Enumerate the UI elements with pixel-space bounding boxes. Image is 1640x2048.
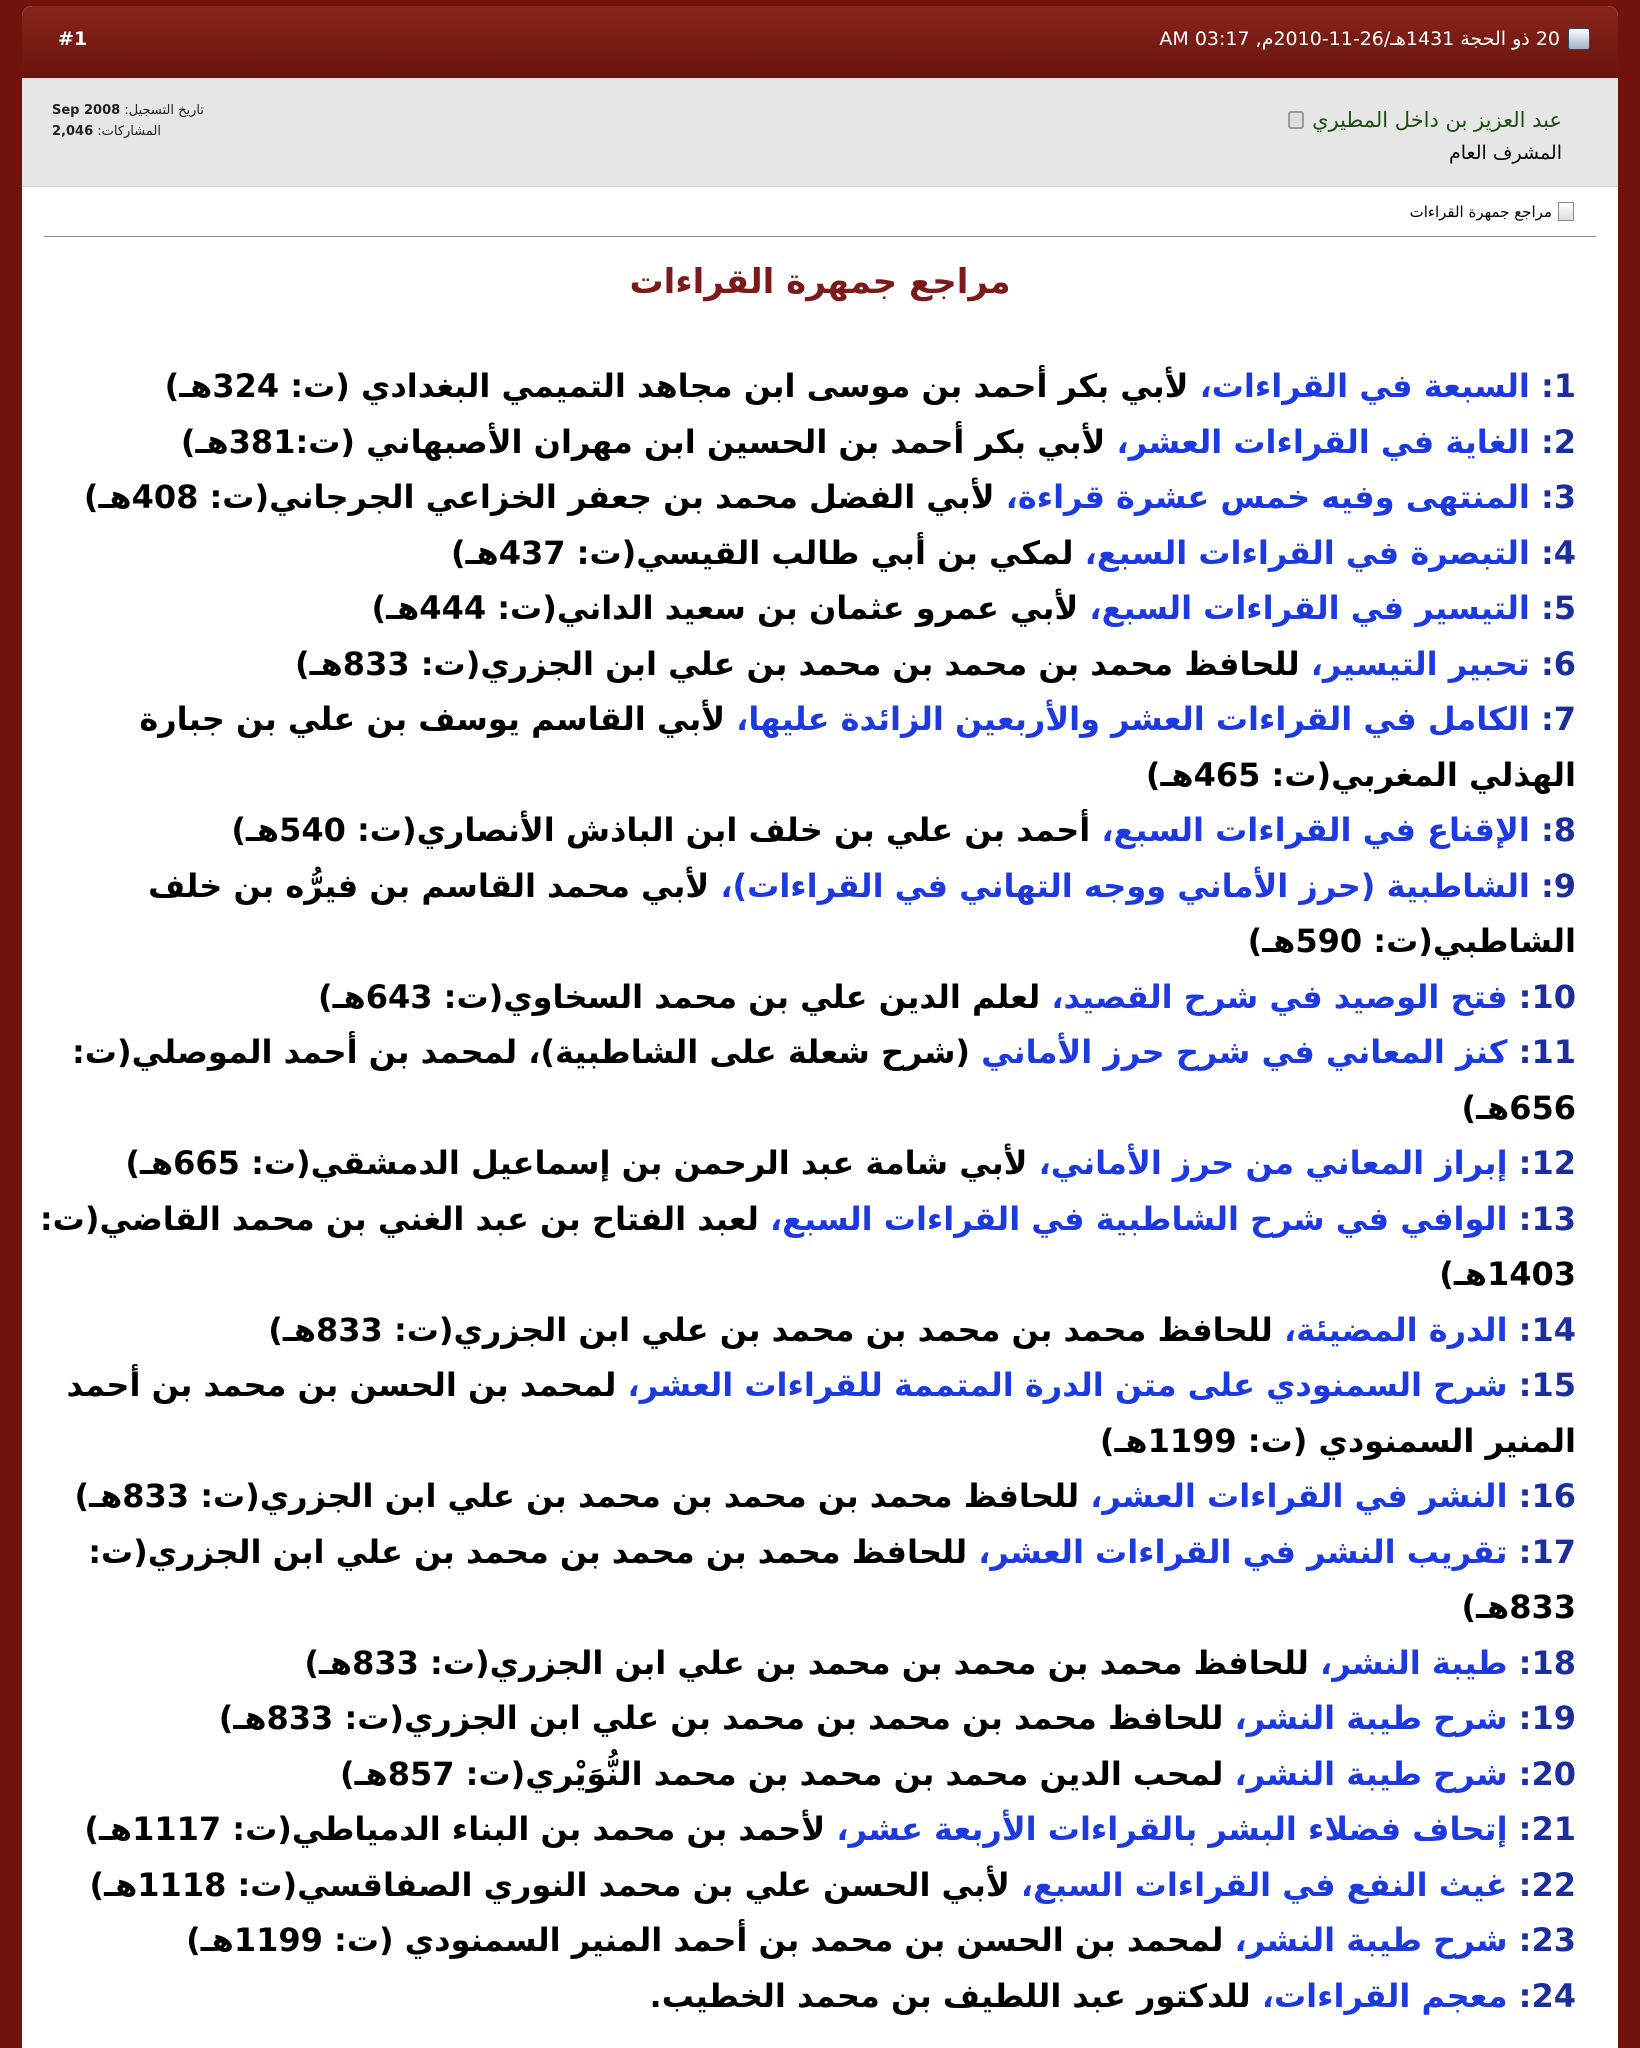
list-item: 11: كنز المعاني في شرح حرز الأماني (شرح شعلة على الشاطبية)، لمحمد بن أحمد الموصلي(ت: 656هـ) bbox=[71, 1033, 1576, 1127]
list-item: 15: شرح السمنودي على متن الدرة المتممة للقراءات العشر، لمحمد بن الحسن بن محمد بن أحمد المنير السمنودي (ت: 1199هـ) bbox=[66, 1366, 1576, 1460]
list-item: 7: الكامل في القراءات العشر والأربعين الزائدة عليها، لأبي القاسم يوسف بن علي بن جبارة الهذلي المغربي(ت: 465هـ) bbox=[139, 700, 1576, 794]
list-item: 20: شرح طيبة النشر، لمحب الدين محمد بن محمد بن محمد النُّوَيْري(ت: 857هـ) bbox=[339, 1754, 1576, 1793]
list-item: 5: التيسير في القراءات السبع، لأبي عمرو عثمان بن سعيد الداني(ت: 444هـ) bbox=[371, 589, 1576, 627]
book-link[interactable]: الدرة المضيئة، bbox=[1283, 1310, 1508, 1349]
user-title: المشرف العام bbox=[1448, 142, 1562, 164]
references-list bbox=[36, 359, 1576, 2024]
post-subject-text: مراجع جمهرة القراءات bbox=[1409, 202, 1552, 221]
book-link[interactable]: المنتهى وفيه خمس عشرة قراءة، bbox=[1005, 478, 1530, 516]
offline-status-icon bbox=[1288, 111, 1304, 129]
book-link[interactable]: السبعة في القراءات، bbox=[1199, 367, 1530, 405]
document-icon bbox=[1558, 202, 1574, 221]
calendar-icon bbox=[1568, 28, 1590, 50]
list-item: 17: تقريب النشر في القراءات العشر، للحافظ محمد بن محمد بن محمد بن علي ابن الجزري(ت: 833هـ) bbox=[88, 1532, 1576, 1626]
post-count-row: المشاركات: 2,046 bbox=[52, 124, 161, 139]
book-link[interactable]: تقريب النشر في القراءات العشر، bbox=[978, 1532, 1508, 1571]
user-info-panel bbox=[22, 78, 1618, 187]
post-header-bar bbox=[22, 6, 1618, 78]
post-subject bbox=[1410, 202, 1574, 221]
book-link[interactable]: شرح طيبة النشر، bbox=[1234, 1754, 1508, 1793]
book-link[interactable]: غيث النفع في القراءات السبع، bbox=[1020, 1865, 1508, 1904]
list-item: 23: شرح طيبة النشر، لمحمد بن الحسن بن محمد بن أحمد المنير السمنودي (ت: 1199هـ) bbox=[186, 1921, 1576, 1959]
forum-post bbox=[22, 6, 1618, 2048]
book-link[interactable]: شرح طيبة النشر، bbox=[1234, 1699, 1508, 1737]
list-item: 4: التبصرة في القراءات السبع، لمكي بن أبي طالب القيسي(ت: 437هـ) bbox=[450, 533, 1576, 572]
book-link[interactable]: الوافي في شرح الشاطبية في القراءات السبع، bbox=[770, 1199, 1508, 1238]
book-link[interactable]: الغاية في القراءات العشر، bbox=[1116, 422, 1530, 461]
post-number-link[interactable]: #1 bbox=[58, 28, 88, 50]
list-item: 21: إتحاف فضلاء البشر بالقراءات الأربعة عشر، لأحمد بن محمد بن البناء الدمياطي(ت: 1117هـ) bbox=[84, 1810, 1576, 1848]
list-item: 3: المنتهى وفيه خمس عشرة قراءة، لأبي الفضل محمد بن جعفر الخزاعي الجرجاني(ت: 408هـ) bbox=[83, 478, 1576, 516]
book-link[interactable]: الشاطبية (حرز الأماني ووجه التهاني في القراءات)، bbox=[720, 866, 1530, 905]
username-link[interactable]: عبد العزيز بن داخل المطيري bbox=[1312, 108, 1562, 132]
list-item: 22: غيث النفع في القراءات السبع، لأبي الحسن علي بن محمد النوري الصفاقسي(ت: 1118هـ) bbox=[89, 1865, 1576, 1904]
post-date bbox=[1159, 28, 1590, 50]
list-item: 1: السبعة في القراءات، لأبي بكر أحمد بن موسى ابن مجاهد التميمي البغدادي (ت: 324هـ) bbox=[164, 367, 1576, 405]
book-link[interactable]: الكامل في القراءات العشر والأربعين الزائدة عليها، bbox=[736, 700, 1530, 738]
list-item: 10: فتح الوصيد في شرح القصيد، لعلم الدين علي بن محمد السخاوي(ت: 643هـ) bbox=[317, 977, 1576, 1016]
list-item: 8: الإقناع في القراءات السبع، أحمد بن علي بن خلف ابن الباذش الأنصاري(ت: 540هـ) bbox=[231, 811, 1576, 849]
user-stats bbox=[52, 100, 204, 142]
post-heading: مراجع جمهرة القراءات bbox=[629, 262, 1011, 302]
post-date-text: 20 ذو الحجة 1431هـ/26-11-2010م, 03:17 AM bbox=[1159, 28, 1560, 50]
list-item: 24: معجم القراءات، للدكتور عبد اللطيف بن محمد الخطيب. bbox=[649, 1976, 1576, 2015]
book-link[interactable]: كنز المعاني في شرح حرز الأماني bbox=[981, 1033, 1508, 1071]
list-item: 19: شرح طيبة النشر، للحافظ محمد بن محمد بن محمد بن علي ابن الجزري(ت: 833هـ) bbox=[218, 1699, 1576, 1737]
book-link[interactable]: النشر في القراءات العشر، bbox=[1090, 1477, 1508, 1515]
divider bbox=[44, 236, 1596, 237]
list-item: 9: الشاطبية (حرز الأماني ووجه التهاني في القراءات)، لأبي محمد القاسم بن فيرُّه بن خلف الشاطبي(ت: 590هـ) bbox=[148, 866, 1576, 960]
book-link[interactable]: إتحاف فضلاء البشر بالقراءات الأربعة عشر، bbox=[836, 1810, 1508, 1848]
list-item: 6: تحبير التيسير، للحافظ محمد بن محمد بن محمد بن علي ابن الجزري(ت: 833هـ) bbox=[295, 644, 1576, 683]
book-link[interactable]: طيبة النشر، bbox=[1320, 1643, 1508, 1682]
book-link[interactable]: التبصرة في القراءات السبع، bbox=[1084, 533, 1530, 572]
book-link[interactable]: معجم القراءات، bbox=[1261, 1976, 1508, 2015]
username-row bbox=[1288, 108, 1562, 132]
book-link[interactable]: التيسير في القراءات السبع، bbox=[1089, 589, 1530, 627]
list-item: 14: الدرة المضيئة، للحافظ محمد بن محمد بن محمد بن علي ابن الجزري(ت: 833هـ) bbox=[268, 1310, 1576, 1349]
book-link[interactable]: الإقناع في القراءات السبع، bbox=[1101, 811, 1530, 849]
list-item: 2: الغاية في القراءات العشر، لأبي بكر أحمد بن الحسين ابن مهران الأصبهاني (ت:381هـ) bbox=[180, 422, 1576, 461]
book-link[interactable]: شرح طيبة النشر، bbox=[1234, 1921, 1508, 1959]
book-link[interactable]: شرح السمنودي على متن الدرة المتممة للقراءات العشر، bbox=[627, 1366, 1508, 1404]
list-item: 16: النشر في القراءات العشر، للحافظ محمد بن محمد بن محمد بن علي ابن الجزري(ت: 833هـ) bbox=[74, 1477, 1576, 1515]
book-link[interactable]: إبراز المعاني من حرز الأماني، bbox=[1038, 1144, 1508, 1182]
book-link[interactable]: فتح الوصيد في شرح القصيد، bbox=[1051, 977, 1508, 1016]
list-item: 13: الوافي في شرح الشاطبية في القراءات السبع، لعبد الفتاح بن عبد الغني بن محمد القاضي(ت: 1403هـ) bbox=[39, 1199, 1576, 1293]
list-item: 18: طيبة النشر، للحافظ محمد بن محمد بن محمد بن علي ابن الجزري(ت: 833هـ) bbox=[304, 1643, 1576, 1682]
book-link[interactable]: تحبير التيسير، bbox=[1310, 644, 1530, 683]
list-item: 12: إبراز المعاني من حرز الأماني، لأبي شامة عبد الرحمن بن إسماعيل الدمشقي(ت: 665هـ) bbox=[125, 1144, 1576, 1182]
join-date-row: تاريخ التسجيل: Sep 2008 bbox=[52, 103, 204, 118]
